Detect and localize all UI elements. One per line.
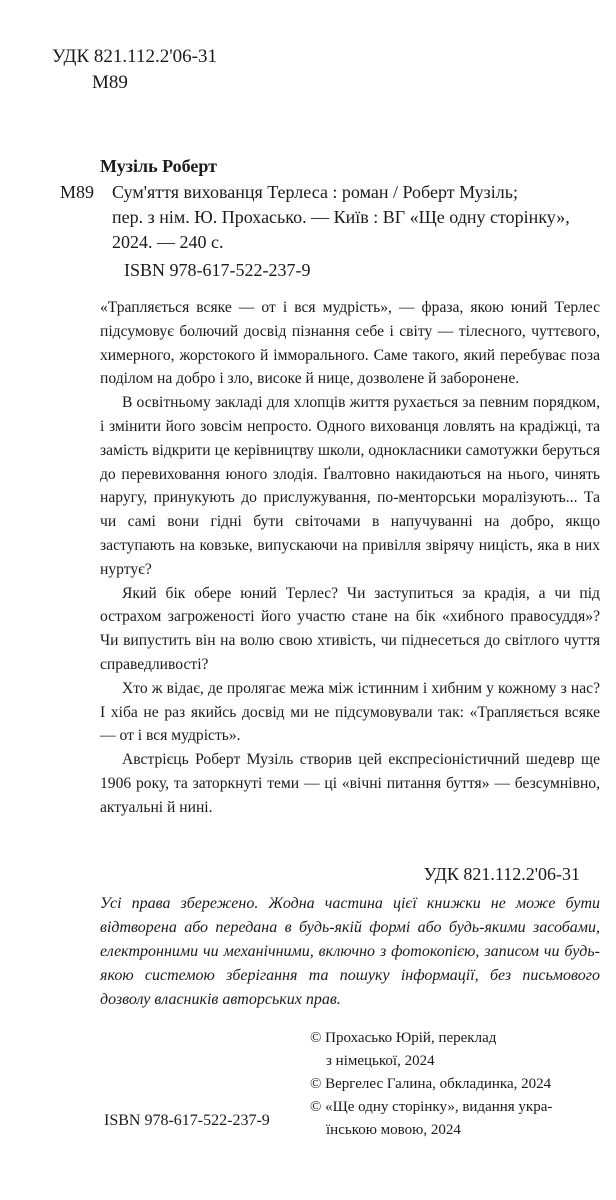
annotation-paragraph: Хто ж відає, де пролягає межа між істинним і хибним у кожному з нас? І хіба не раз якийсь досвід ми не підсумовували так: «Трапляється всяке — от і вся мудрість».: [100, 679, 600, 745]
isbn-top: ISBN 978-617-522-237-9: [124, 260, 311, 280]
biblio-line: пер. з нім. Ю. Прохасько. — Київ : ВГ «Ще одну сторінку»,: [112, 207, 570, 227]
annotation-paragraph: «Трапляється всяке — от і вся мудрість», — фраза, якою юний Терлес підсумовує болючий досвід пізнання себе і світу — тілесного, чуттєвого, химерного, жорстокого й імморального. Саме такого, який перебуває поза поділом на добро і зло, високе й нице, дозволене й заборонене.: [100, 299, 600, 388]
annotation: [100, 296, 600, 820]
author-mark: М89: [60, 182, 95, 202]
copyright-line: © Вергелес Галина, обкладинка, 2024: [310, 1076, 552, 1092]
udk-code-bottom: УДК 821.112.2'06-31: [423, 864, 580, 884]
copyright-line: © Прохасько Юрій, переклад: [310, 1030, 497, 1046]
bibliographic-description: [112, 180, 600, 255]
copyright-block: [310, 1027, 600, 1142]
biblio-line: 2024. — 240 с.: [112, 232, 224, 252]
biblio-line: Сум'яття вихованця Терлеса : роман / Роберт Музіль;: [112, 182, 518, 202]
isbn-bottom: ISBN 978-617-522-237-9: [104, 1112, 270, 1129]
annotation-paragraph: В освітньому закладі для хлопців життя рухається за певним порядком, і змінити його зовсім непросто. Одного вихованця ловлять на крадіжці, та замість відкрити це керівництву школи, однокласники самотужки беруться до перевиховання юного злодія. Ґвалтовно накидаються на нього, чинять наругу, принукують до прислужування, по-менторськи моралізують... Та чи самі вони гідні бути світочами в напучуванні на добро, якщо заступають на ковзьке, випускаючи на привілля звірячу ницість, яка в них нуртує?: [100, 394, 600, 578]
author-mark-top: М89: [92, 72, 128, 93]
annotation-paragraph: Який бік обере юний Терлес? Чи заступиться за крадія, а чи під острахом загроженості його участю стане на бік «хибного правосуддя»? Чи випустить він на волю свою хтивість, чи піднесеться до світлого чуття справедливості?: [100, 584, 600, 673]
rights-notice: Усі права збережено. Жодна частина цієї книжки не може бути відтворена або передана в будь-якій формі або будь-якими засобами, електронними чи механічними, включно з фотокопією, записом чи будь-якою системою зберігання та пошуку інформації, без письмового дозволу власників авторських прав.: [100, 895, 600, 1008]
annotation-paragraph: Австрієць Роберт Музіль створив цей експресіоністичний шедевр ще 1906 року, та заторкнуті теми — ці «вічні питання буття» — безсумнівно, актуальні й нині.: [100, 751, 600, 816]
copyright-line: © «Ще одну сторінку», видання укра-: [310, 1099, 553, 1115]
copyright-line: з німецької, 2024: [326, 1053, 435, 1069]
udk-code-top: УДК 821.112.2'06-31: [52, 46, 217, 67]
copyright-line: їнською мовою, 2024: [326, 1122, 461, 1138]
author-name: Музіль Роберт: [100, 156, 218, 176]
